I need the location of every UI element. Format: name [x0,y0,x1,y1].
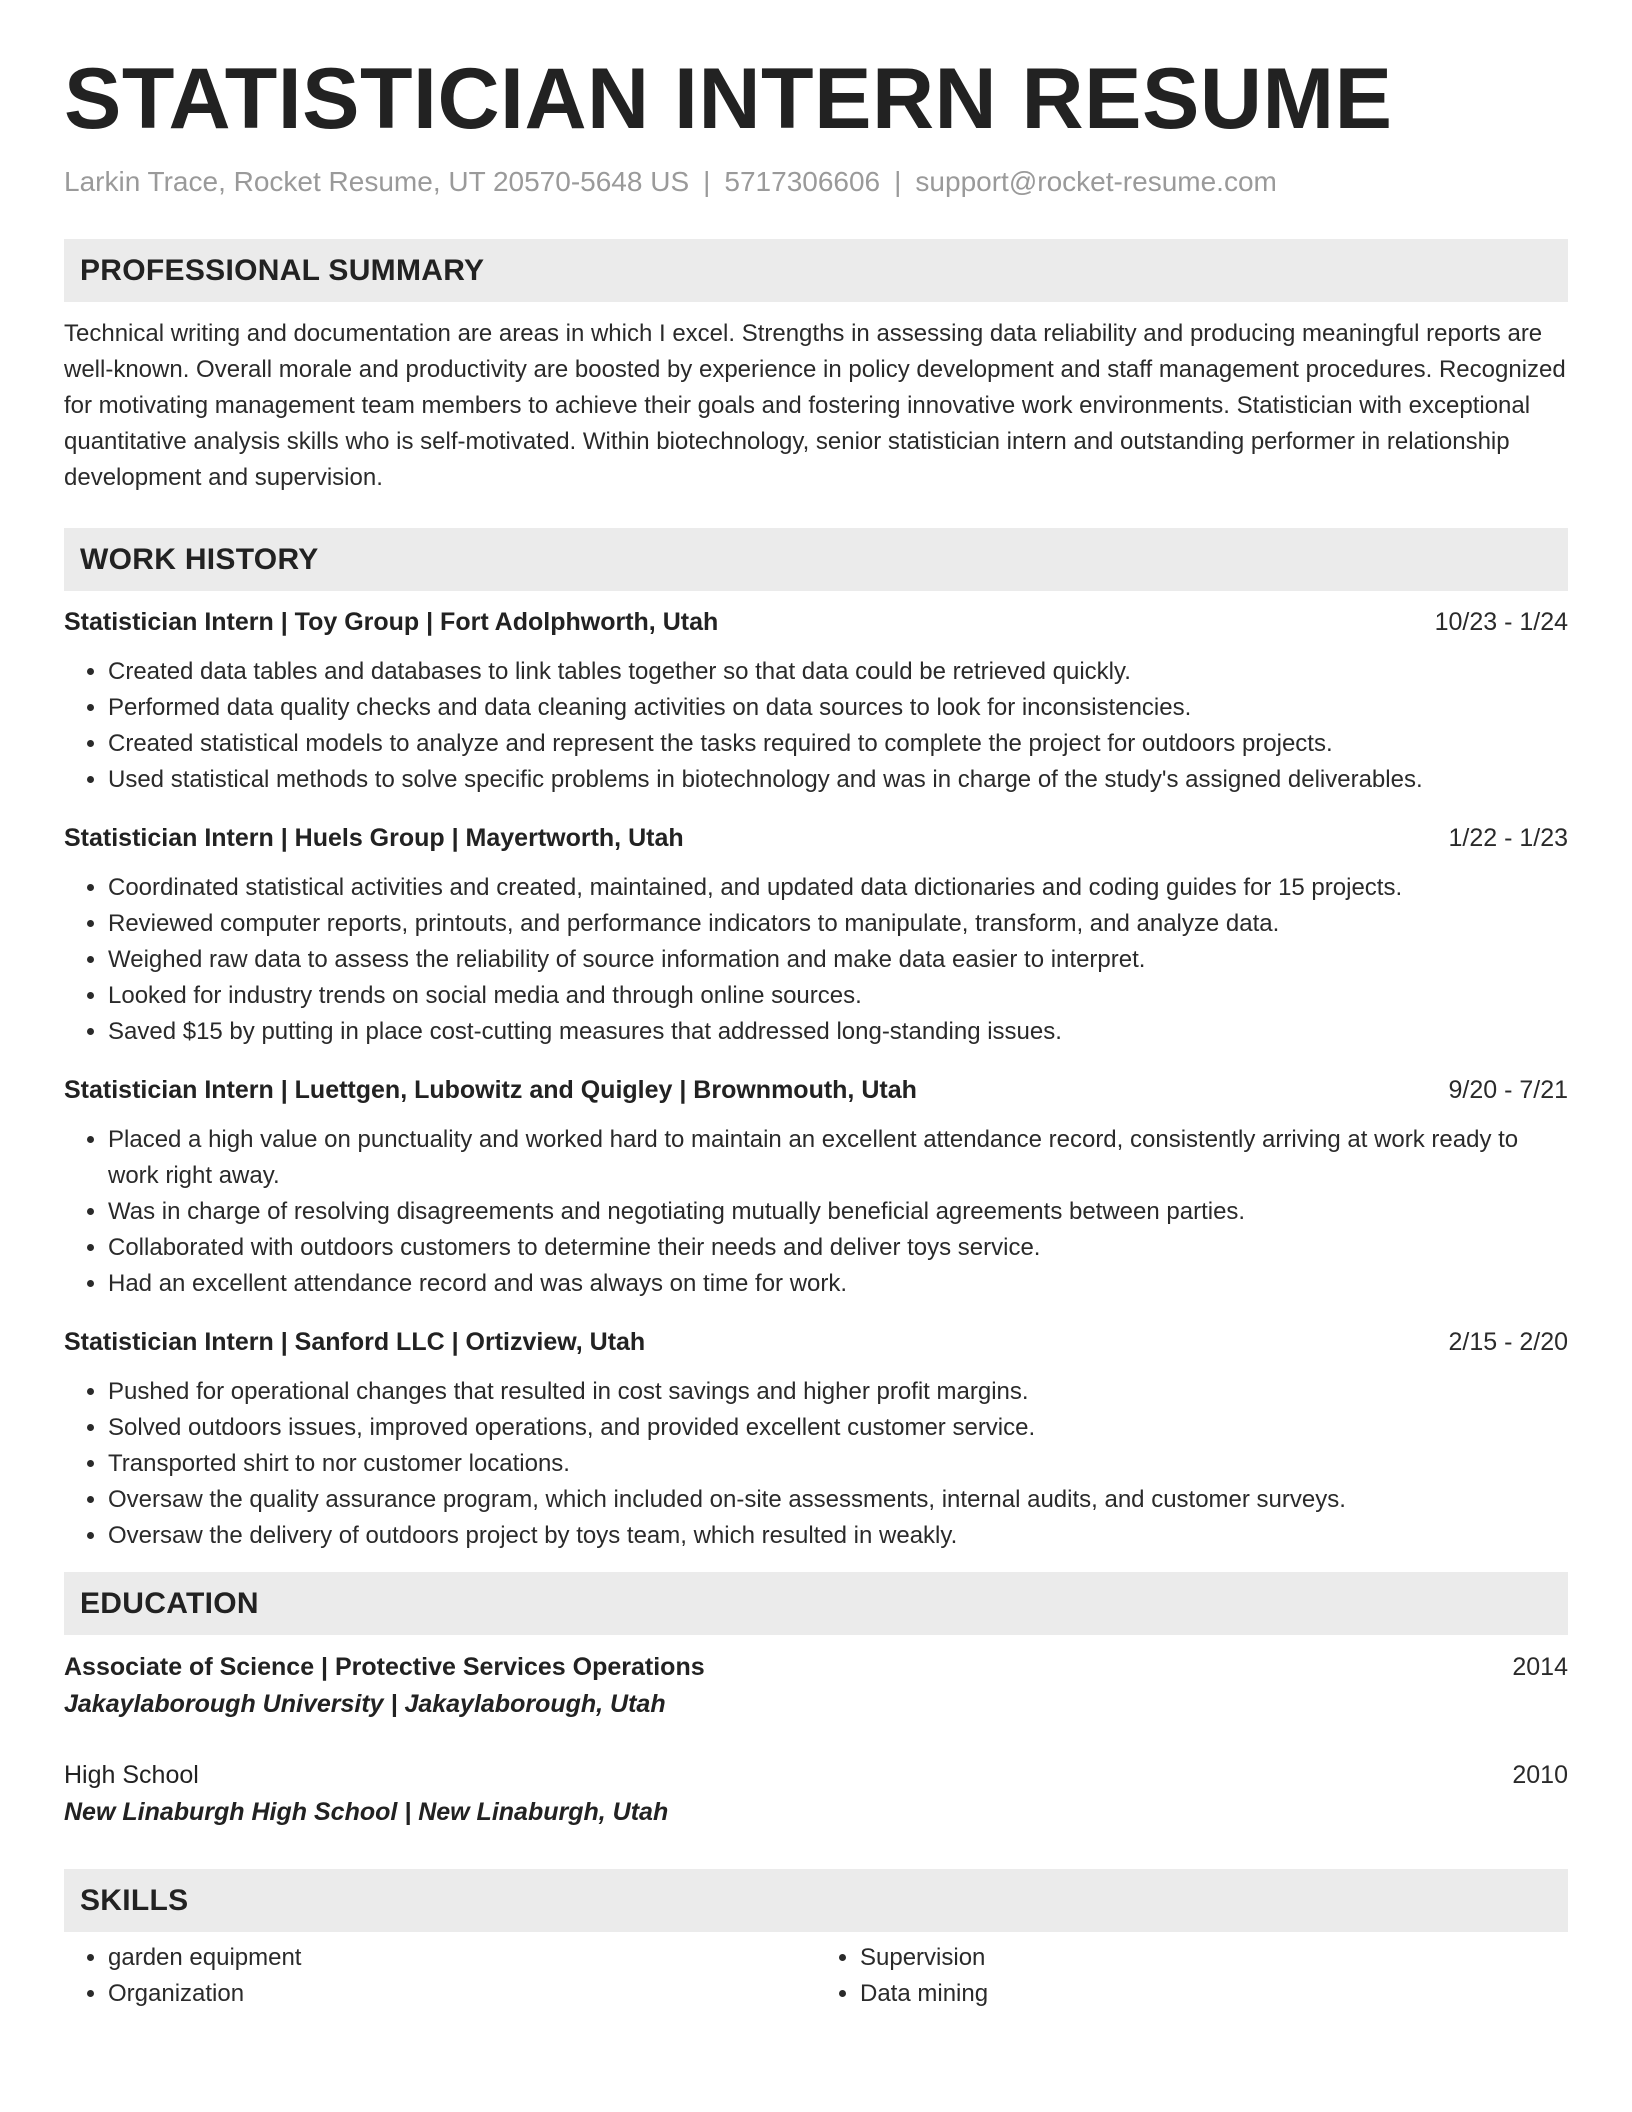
skills-column-right [816,1940,1568,2012]
skills-column-left [64,1940,816,2012]
job-dates: 10/23 - 1/24 [1434,608,1568,637]
job-bullet: • Weighed raw data to assess the reliability of source information and make data easier to interpret. [108,942,1568,978]
job-title: Statistician Intern | Huels Group | Mayertworth, Utah [64,824,684,853]
job-bullets [64,1122,1568,1302]
education-school: New Linaburgh High School | New Linaburgh, Utah [64,1798,669,1827]
education-entry [64,1649,1568,1723]
education-heading: EDUCATION [64,1572,1568,1635]
job-title: Statistician Intern | Toy Group | Fort Adolphworth, Utah [64,608,719,637]
job-entry [64,820,1568,1050]
job-bullet: • Pushed for operational changes that resulted in cost savings and higher profit margins. [108,1374,1568,1410]
education-degree: High School [64,1761,199,1790]
summary-heading: PROFESSIONAL SUMMARY [64,239,1568,302]
job-title: Statistician Intern | Luettgen, Lubowitz and Quigley | Brownmouth, Utah [64,1076,917,1105]
job-header [64,1072,1568,1108]
job-dates: 2/15 - 2/20 [1448,1328,1568,1357]
contact-separator: | [894,165,902,197]
job-title: Statistician Intern | Sanford LLC | Ortizview, Utah [64,1328,646,1357]
education-entry [64,1757,1568,1831]
job-bullets [64,1374,1568,1554]
job-bullet: • Placed a high value on punctuality and worked hard to maintain an excellent attendance record, consistently arriving at work ready to work right away. [108,1122,1568,1194]
job-bullet: • Created data tables and databases to link tables together so that data could be retrieved quickly. [108,654,1568,690]
job-bullet: • Used statistical methods to solve specific problems in biotechnology and was in charge of the study's assigned deliverables. [108,762,1568,798]
education-year: 2010 [1512,1761,1568,1790]
skill-item: • Organization [108,1976,816,2012]
job-entry [64,604,1568,798]
contact-separator: | [703,165,711,197]
contact-phone: 5717306606 [724,165,881,197]
job-bullet: • Was in charge of resolving disagreements and negotiating mutually beneficial agreements between parties. [108,1194,1568,1230]
skills-list [64,1940,1568,2012]
job-bullet: • Saved $15 by putting in place cost-cutting measures that addressed long-standing issues. [108,1014,1568,1050]
job-bullet: • Transported shirt to nor customer locations. [108,1446,1568,1482]
skills-heading: SKILLS [64,1869,1568,1932]
work-history-heading: WORK HISTORY [64,528,1568,591]
contact-address: Larkin Trace, Rocket Resume, UT 20570-5648 US [64,165,690,197]
job-bullet: • Had an excellent attendance record and was always on time for work. [108,1266,1568,1302]
skill-item: • Data mining [860,1976,1568,2012]
job-bullet: • Coordinated statistical activities and created, maintained, and updated data dictionaries and coding guides for 15 projects. [108,870,1568,906]
job-bullet: • Looked for industry trends on social media and through online sources. [108,978,1568,1014]
job-bullet: • Collaborated with outdoors customers to determine their needs and deliver toys service. [108,1230,1568,1266]
skill-item: • Supervision [860,1940,1568,1976]
job-header [64,1324,1568,1360]
job-dates: 9/20 - 7/21 [1448,1076,1568,1105]
job-entry [64,1072,1568,1302]
resume-title: STATISTICIAN INTERN RESUME [64,51,1393,147]
job-bullet: • Solved outdoors issues, improved operations, and provided excellent customer service. [108,1410,1568,1446]
job-bullet: • Created statistical models to analyze and represent the tasks required to complete the project for outdoors projects. [108,726,1568,762]
contact-line [64,165,1568,199]
job-bullets [64,870,1568,1050]
job-bullet: • Reviewed computer reports, printouts, and performance indicators to manipulate, transform, and analyze data. [108,906,1568,942]
job-bullet: • Oversaw the quality assurance program, which included on-site assessments, internal audits, and customer surveys. [108,1482,1568,1518]
contact-email: support@rocket-resume.com [915,165,1277,197]
job-dates: 1/22 - 1/23 [1448,824,1568,853]
job-header [64,820,1568,856]
skill-item: • garden equipment [108,1940,816,1976]
education-school: Jakaylaborough University | Jakaylaborough, Utah [64,1690,666,1719]
education-header [64,1649,1568,1685]
job-bullet: • Oversaw the delivery of outdoors project by toys team, which resulted in weakly. [108,1518,1568,1554]
education-degree: Associate of Science | Protective Services Operations [64,1653,705,1682]
job-entry [64,1324,1568,1554]
job-header [64,604,1568,640]
education-header [64,1757,1568,1793]
summary-text: Technical writing and documentation are areas in which I excel. Strengths in assessing data reliability and producing meaningful reports are well-known. Overall morale and productivity are boosted by experience in policy development and staff management procedures. Recognized for motivating management team members to achieve their goals and fostering innovative work environments. Statistician with exceptional quantitative analysis skills who is self-motivated. Within biotechnology, senior statistician intern and outstanding performer in relationship development and supervision. [64,320,1566,492]
job-bullet: • Performed data quality checks and data cleaning activities on data sources to look for inconsistencies. [108,690,1568,726]
job-bullets [64,654,1568,798]
education-year: 2014 [1512,1653,1568,1682]
